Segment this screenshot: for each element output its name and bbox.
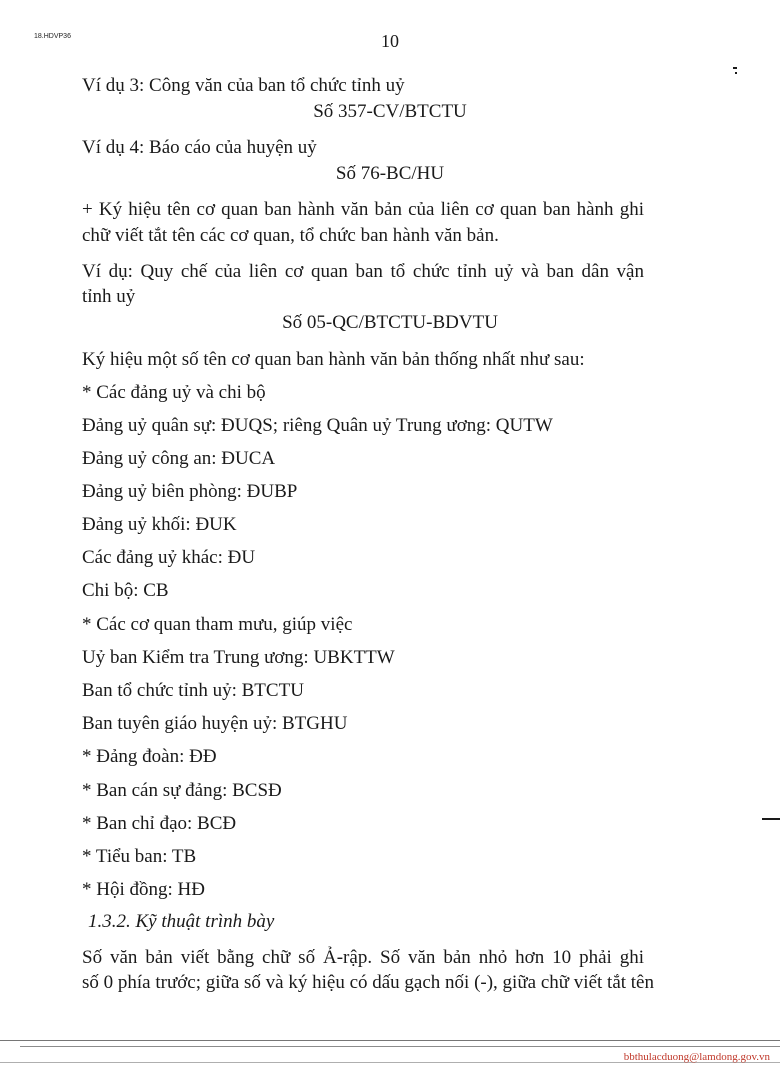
scan-line [0, 1040, 780, 1041]
scan-mark [735, 72, 737, 74]
page-number: 10 [381, 31, 399, 51]
list-item: Uỷ ban Kiểm tra Trung ương: UBKTTW [82, 647, 395, 668]
footer-email: bbthulacduong@lamdong.gov.vn [623, 1051, 770, 1063]
list-item: Đảng uỷ biên phòng: ĐUBP [82, 481, 298, 502]
document-code: 18.HDVP36 [34, 33, 71, 40]
list-item: Chi bộ: CB [82, 580, 169, 601]
list-item: * Ban cán sự đảng: BCSĐ [82, 780, 282, 801]
list-item: Ban tổ chức tỉnh uỷ: BTCTU [82, 680, 304, 701]
list-item: Đảng uỷ quân sự: ĐUQS; riêng Quân uỷ Trung ương: QUTW [82, 415, 553, 436]
numbering-paragraph-line-2: số 0 phía trước; giữa số và ký hiệu có dấu gạch nối (-), giữa chữ viết tắt tên [82, 972, 654, 993]
scan-line [20, 1046, 780, 1047]
example-3-number: Số 357-CV/BTCTU [313, 101, 467, 122]
numbering-paragraph-line-1: Số văn bản viết bằng chữ số Ả-rập. Số văn bản nhỏ hơn 10 phải ghi [82, 947, 644, 968]
joint-example-number: Số 05-QC/BTCTU-BDVTU [282, 312, 498, 333]
abbreviation-intro: Ký hiệu một số tên cơ quan ban hành văn bản thống nhất như sau: [82, 349, 585, 370]
scan-mark [733, 67, 737, 69]
joint-example-line-1: Ví dụ: Quy chế của liên cơ quan ban tổ chức tỉnh uỷ và ban dân vận [82, 261, 644, 282]
joint-agency-rule-line-2: chữ viết tắt tên các cơ quan, tổ chức ban hành văn bản. [82, 225, 499, 246]
joint-agency-rule-line-1: + Ký hiệu tên cơ quan ban hành văn bản của liên cơ quan ban hành ghi [82, 199, 644, 220]
list-item: Đảng uỷ công an: ĐUCA [82, 448, 276, 469]
list-item: * Đảng đoàn: ĐĐ [82, 746, 217, 767]
joint-example-line-2: tỉnh uỷ [82, 286, 136, 307]
list-item: Đảng uỷ khối: ĐUK [82, 514, 237, 535]
section-party-committees: * Các đảng uỷ và chi bộ [82, 382, 266, 403]
list-item: Các đảng uỷ khác: ĐU [82, 547, 256, 568]
scan-mark [762, 818, 780, 820]
subsection-heading: 1.3.2. Kỹ thuật trình bày [88, 911, 275, 932]
example-4-number: Số 76-BC/HU [335, 163, 445, 184]
list-item: * Ban chỉ đạo: BCĐ [82, 813, 237, 834]
list-item: * Hội đồng: HĐ [82, 879, 205, 900]
list-item: * Tiểu ban: TB [82, 846, 197, 867]
example-3-label: Ví dụ 3: Công văn của ban tổ chức tỉnh uỷ [82, 75, 405, 96]
list-item: Ban tuyên giáo huyện uỷ: BTGHU [82, 713, 348, 734]
section-advisory-bodies: * Các cơ quan tham mưu, giúp việc [82, 614, 353, 635]
example-4-label: Ví dụ 4: Báo cáo của huyện uỷ [82, 137, 317, 158]
